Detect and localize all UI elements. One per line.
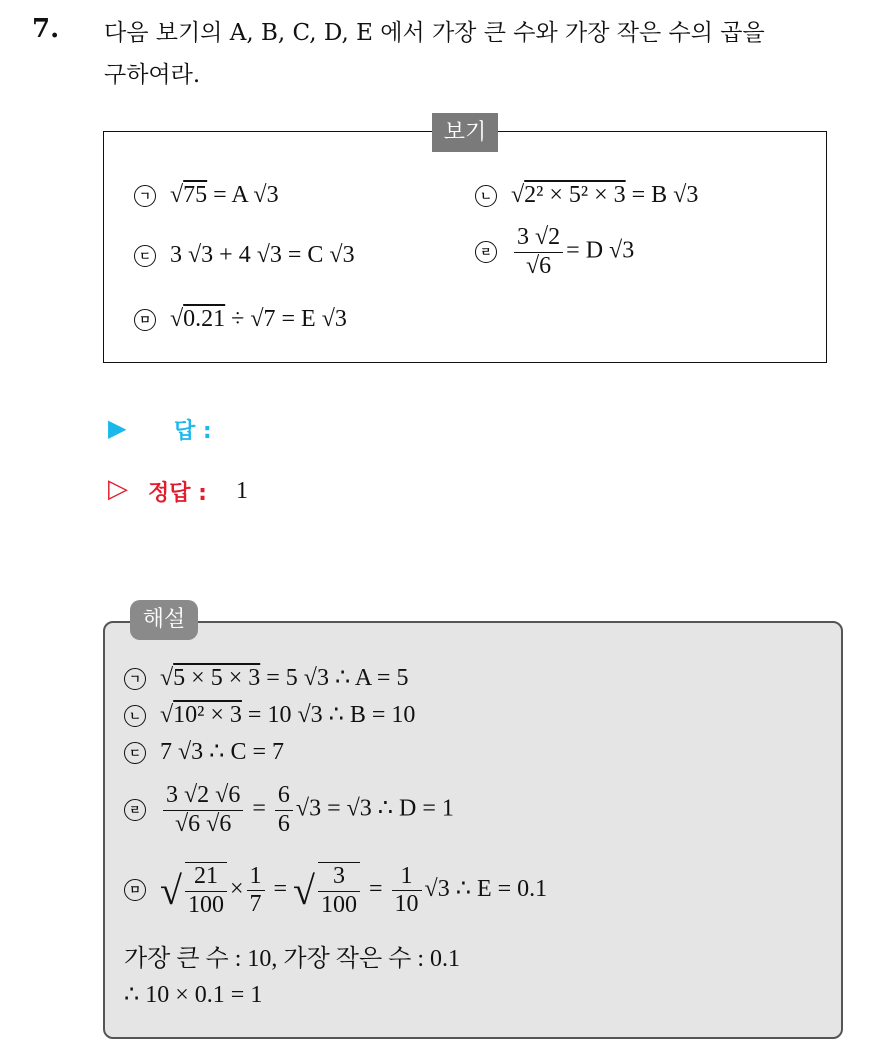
- answer-arrow-icon: ▶: [108, 414, 127, 442]
- marker-circle: ㅁ: [124, 879, 146, 901]
- marker-circle: ㄹ: [124, 799, 146, 821]
- solution-line-4: ㄹ $\frac{3 √2 √6}{√6 √6}$ = $\frac{6}{6}$ √3 = √3 ∴ D = 1: [124, 782, 454, 838]
- marker-circle: ㅁ: [134, 309, 156, 331]
- marker-circle: ㄹ: [475, 241, 497, 263]
- marker-circle: ㄷ: [124, 742, 146, 764]
- solution-line-6: 가장 큰 수 : 10, 가장 작은 수 : 0.1: [124, 946, 460, 972]
- bogi-item-3: ㄷ 3 √3 + 4 √3 = C √3: [134, 242, 355, 269]
- solution-title: 해설: [130, 600, 198, 640]
- solution-line-5: ㅁ √ $\frac{21}{100}$ × $\frac{1}{7}$ = √ $\frac{3}{100}$ = $\frac{1}{10}$ √3 ∴ E = 0.1: [124, 862, 547, 919]
- marker-circle: ㄱ: [134, 185, 156, 207]
- marker-circle: ㄴ: [475, 185, 497, 207]
- solution-line-2: ㄴ √10² × 3 = 10 √3 ∴ B = 10: [124, 700, 415, 729]
- solution-line-1: ㄱ √5 × 5 × 3 = 5 √3 ∴ A = 5: [124, 663, 408, 692]
- answer-label: 답 :: [174, 419, 212, 444]
- marker-circle: ㄷ: [134, 245, 156, 267]
- correct-arrow-icon: ▷: [108, 474, 128, 504]
- marker-circle: ㄱ: [124, 668, 146, 690]
- question-number: 7.: [32, 14, 60, 44]
- bogi-item-4: ㄹ $\frac{3 √2}{√6}$ = D √3: [475, 224, 634, 280]
- bogi-title: 보기: [432, 113, 498, 152]
- correct-answer-label: 정답 :: [148, 481, 207, 506]
- bogi-item-1: ㄱ √75 = A √3: [134, 182, 279, 209]
- solution-line-3: ㄷ 7 √3 ∴ C = 7: [124, 737, 284, 766]
- marker-circle: ㄴ: [124, 705, 146, 727]
- question-text-line2: 구하여라.: [104, 62, 201, 88]
- correct-answer-value: 1: [236, 478, 248, 504]
- solution-line-7: ∴ 10 × 0.1 = 1: [124, 982, 263, 1008]
- bogi-item-5: ㅁ √0.21 ÷ √7 = E √3: [134, 306, 347, 333]
- bogi-item-2: ㄴ √2² × 5² × 3 = B √3: [475, 182, 698, 209]
- question-text-line1: 다음 보기의 A, B, C, D, E 에서 가장 큰 수와 가장 작은 수의 곱을: [104, 20, 765, 46]
